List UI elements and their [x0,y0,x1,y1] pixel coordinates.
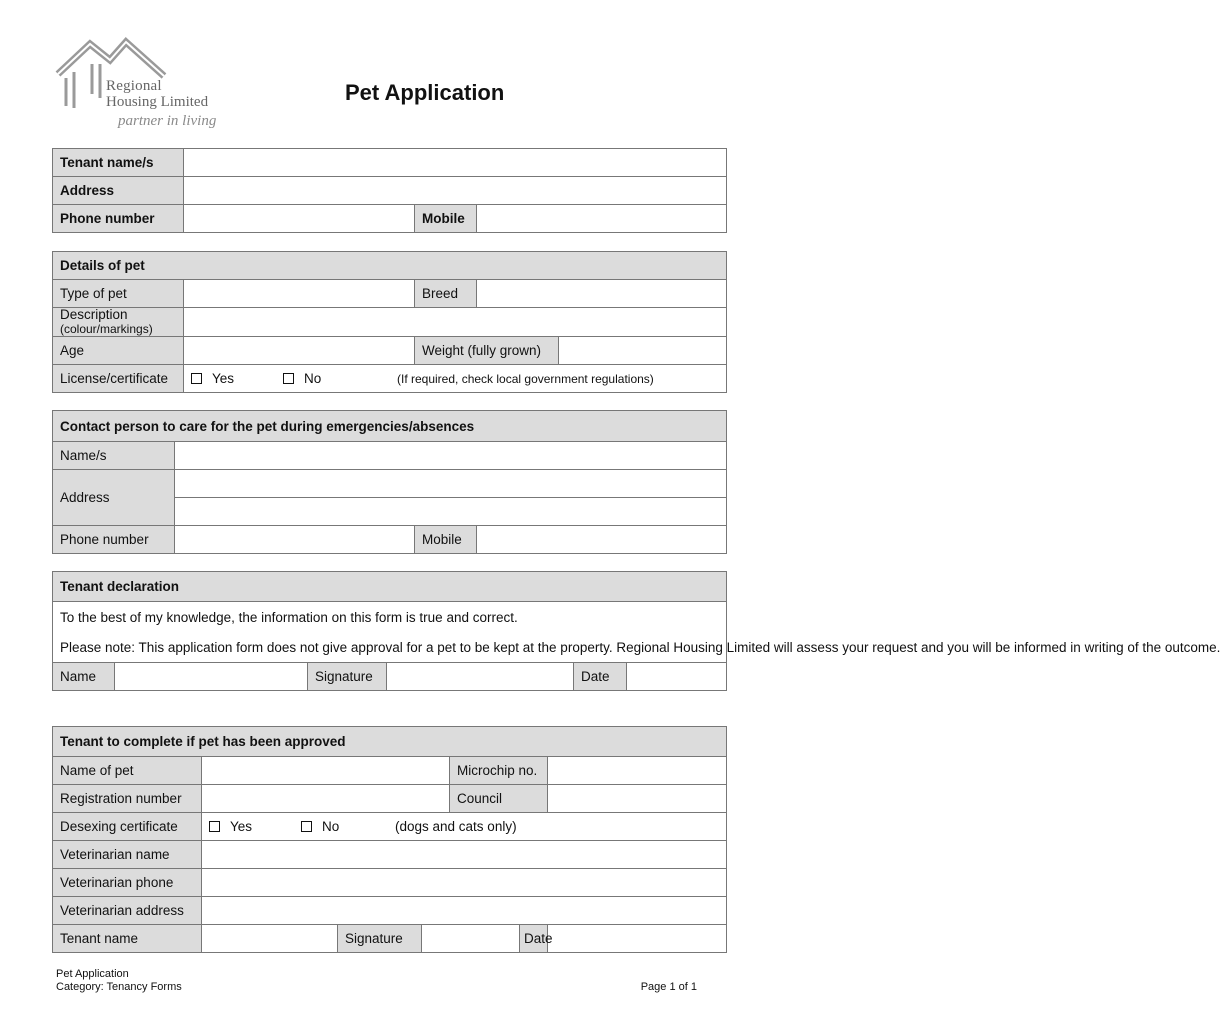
vet-name-field[interactable] [202,841,727,869]
desexing-yes-option[interactable] [209,819,301,834]
pet-details-heading: Details of pet [53,252,727,280]
license-no-option[interactable] [283,371,397,386]
checkbox-icon[interactable] [209,821,220,832]
org-name-line1: Regional [106,78,162,94]
contact-phone-label: Phone number [53,526,175,554]
contact-name-field[interactable] [175,442,727,470]
approved-date-label: Date [520,925,548,953]
page-title: Pet Application [345,80,505,105]
pet-weight-field[interactable] [559,337,727,365]
contact-address-field-1[interactable] [175,470,727,498]
contact-name-label: Name/s [53,442,175,470]
approved-heading: Tenant to complete if pet has been approved [53,727,727,757]
approved-table [52,726,727,953]
vet-phone-label: Veterinarian phone [53,869,202,897]
tenant-name-label: Tenant name/s [53,149,184,177]
vet-phone-field[interactable] [202,869,727,897]
declaration-signature-field[interactable] [387,663,574,691]
approved-tenant-name-field[interactable] [202,925,338,953]
pet-age-field[interactable] [184,337,415,365]
registration-field[interactable] [202,785,450,813]
tenant-mobile-field[interactable] [477,205,727,233]
declaration-name-label: Name [53,663,115,691]
checkbox-icon[interactable] [283,373,294,384]
vet-name-label: Veterinarian name [53,841,202,869]
declaration-heading: Tenant declaration [53,572,727,602]
desexing-no-option[interactable] [301,819,395,834]
pet-description-label-text: Description [60,307,128,322]
license-note: (If required, check local government regulations) [397,372,654,386]
footer-category: Category: Tenancy Forms [56,981,182,993]
license-no-label: No [304,371,322,386]
declaration-date-field[interactable] [627,663,727,691]
declaration-name-field[interactable] [115,663,308,691]
contact-address-label: Address [53,470,175,526]
pet-description-label [53,308,184,337]
tenant-address-label: Address [53,177,184,205]
contact-heading: Contact person to care for the pet during emergencies/absences [53,411,727,442]
declaration-table [52,571,1220,691]
registration-label: Registration number [53,785,202,813]
footer-left [56,968,182,994]
pet-breed-field[interactable] [477,280,727,308]
tenant-mobile-label: Mobile [415,205,477,233]
pet-name-field[interactable] [202,757,450,785]
approved-signature-label: Signature [338,925,422,953]
checkbox-icon[interactable] [191,373,202,384]
council-label: Council [450,785,548,813]
footer-doc-name: Pet Application [56,968,129,980]
desexing-note: (dogs and cats only) [395,819,517,834]
checkbox-icon[interactable] [301,821,312,832]
tenant-name-field[interactable] [184,149,727,177]
pet-type-field[interactable] [184,280,415,308]
council-field[interactable] [548,785,727,813]
declaration-signature-label: Signature [308,663,387,691]
pet-name-label: Name of pet [53,757,202,785]
org-name-line2: Housing Limited [106,94,209,110]
declaration-date-label: Date [574,663,627,691]
contact-mobile-label: Mobile [415,526,477,554]
microchip-field[interactable] [548,757,727,785]
contact-address-field-2[interactable] [175,498,727,526]
license-yes-option[interactable] [191,371,283,386]
contact-person-table [52,410,727,554]
pet-details-table [52,251,727,393]
vet-address-field[interactable] [202,897,727,925]
pet-weight-label: Weight (fully grown) [415,337,559,365]
microchip-label: Microchip no. [450,757,548,785]
footer-page-number: Page 1 of 1 [640,981,697,993]
pet-age-label: Age [53,337,184,365]
pet-type-label: Type of pet [53,280,184,308]
declaration-text-1: To the best of my knowledge, the information on this form is true and correct. [60,610,518,625]
approved-date-field[interactable] [548,925,727,953]
vet-address-label: Veterinarian address [53,897,202,925]
pet-license-label: License/certificate [53,365,184,393]
tenant-phone-field[interactable] [184,205,415,233]
declaration-text-2: Please note: This application form does not give approval for a pet to be kept at the property. Regional Housing Limited will assess your request and you will be informed in writing of the outcome. [60,640,1220,655]
contact-phone-field[interactable] [175,526,415,554]
org-tagline: partner in living [118,113,217,129]
pet-breed-label: Breed [415,280,477,308]
desexing-no-label: No [322,819,340,834]
tenant-details-table [52,148,727,233]
approved-tenant-name-label: Tenant name [53,925,202,953]
approved-signature-field[interactable] [422,925,520,953]
declaration-text-block [53,602,1220,663]
desexing-options [202,813,727,841]
pet-license-options [184,365,727,393]
desexing-label: Desexing certificate [53,813,202,841]
tenant-address-field[interactable] [184,177,727,205]
desexing-yes-label: Yes [230,819,253,834]
contact-mobile-field[interactable] [477,526,727,554]
pet-description-sublabel: (colour/markings) [60,322,153,336]
pet-description-field[interactable] [184,308,727,337]
license-yes-label: Yes [212,371,235,386]
tenant-phone-label: Phone number [53,205,184,233]
